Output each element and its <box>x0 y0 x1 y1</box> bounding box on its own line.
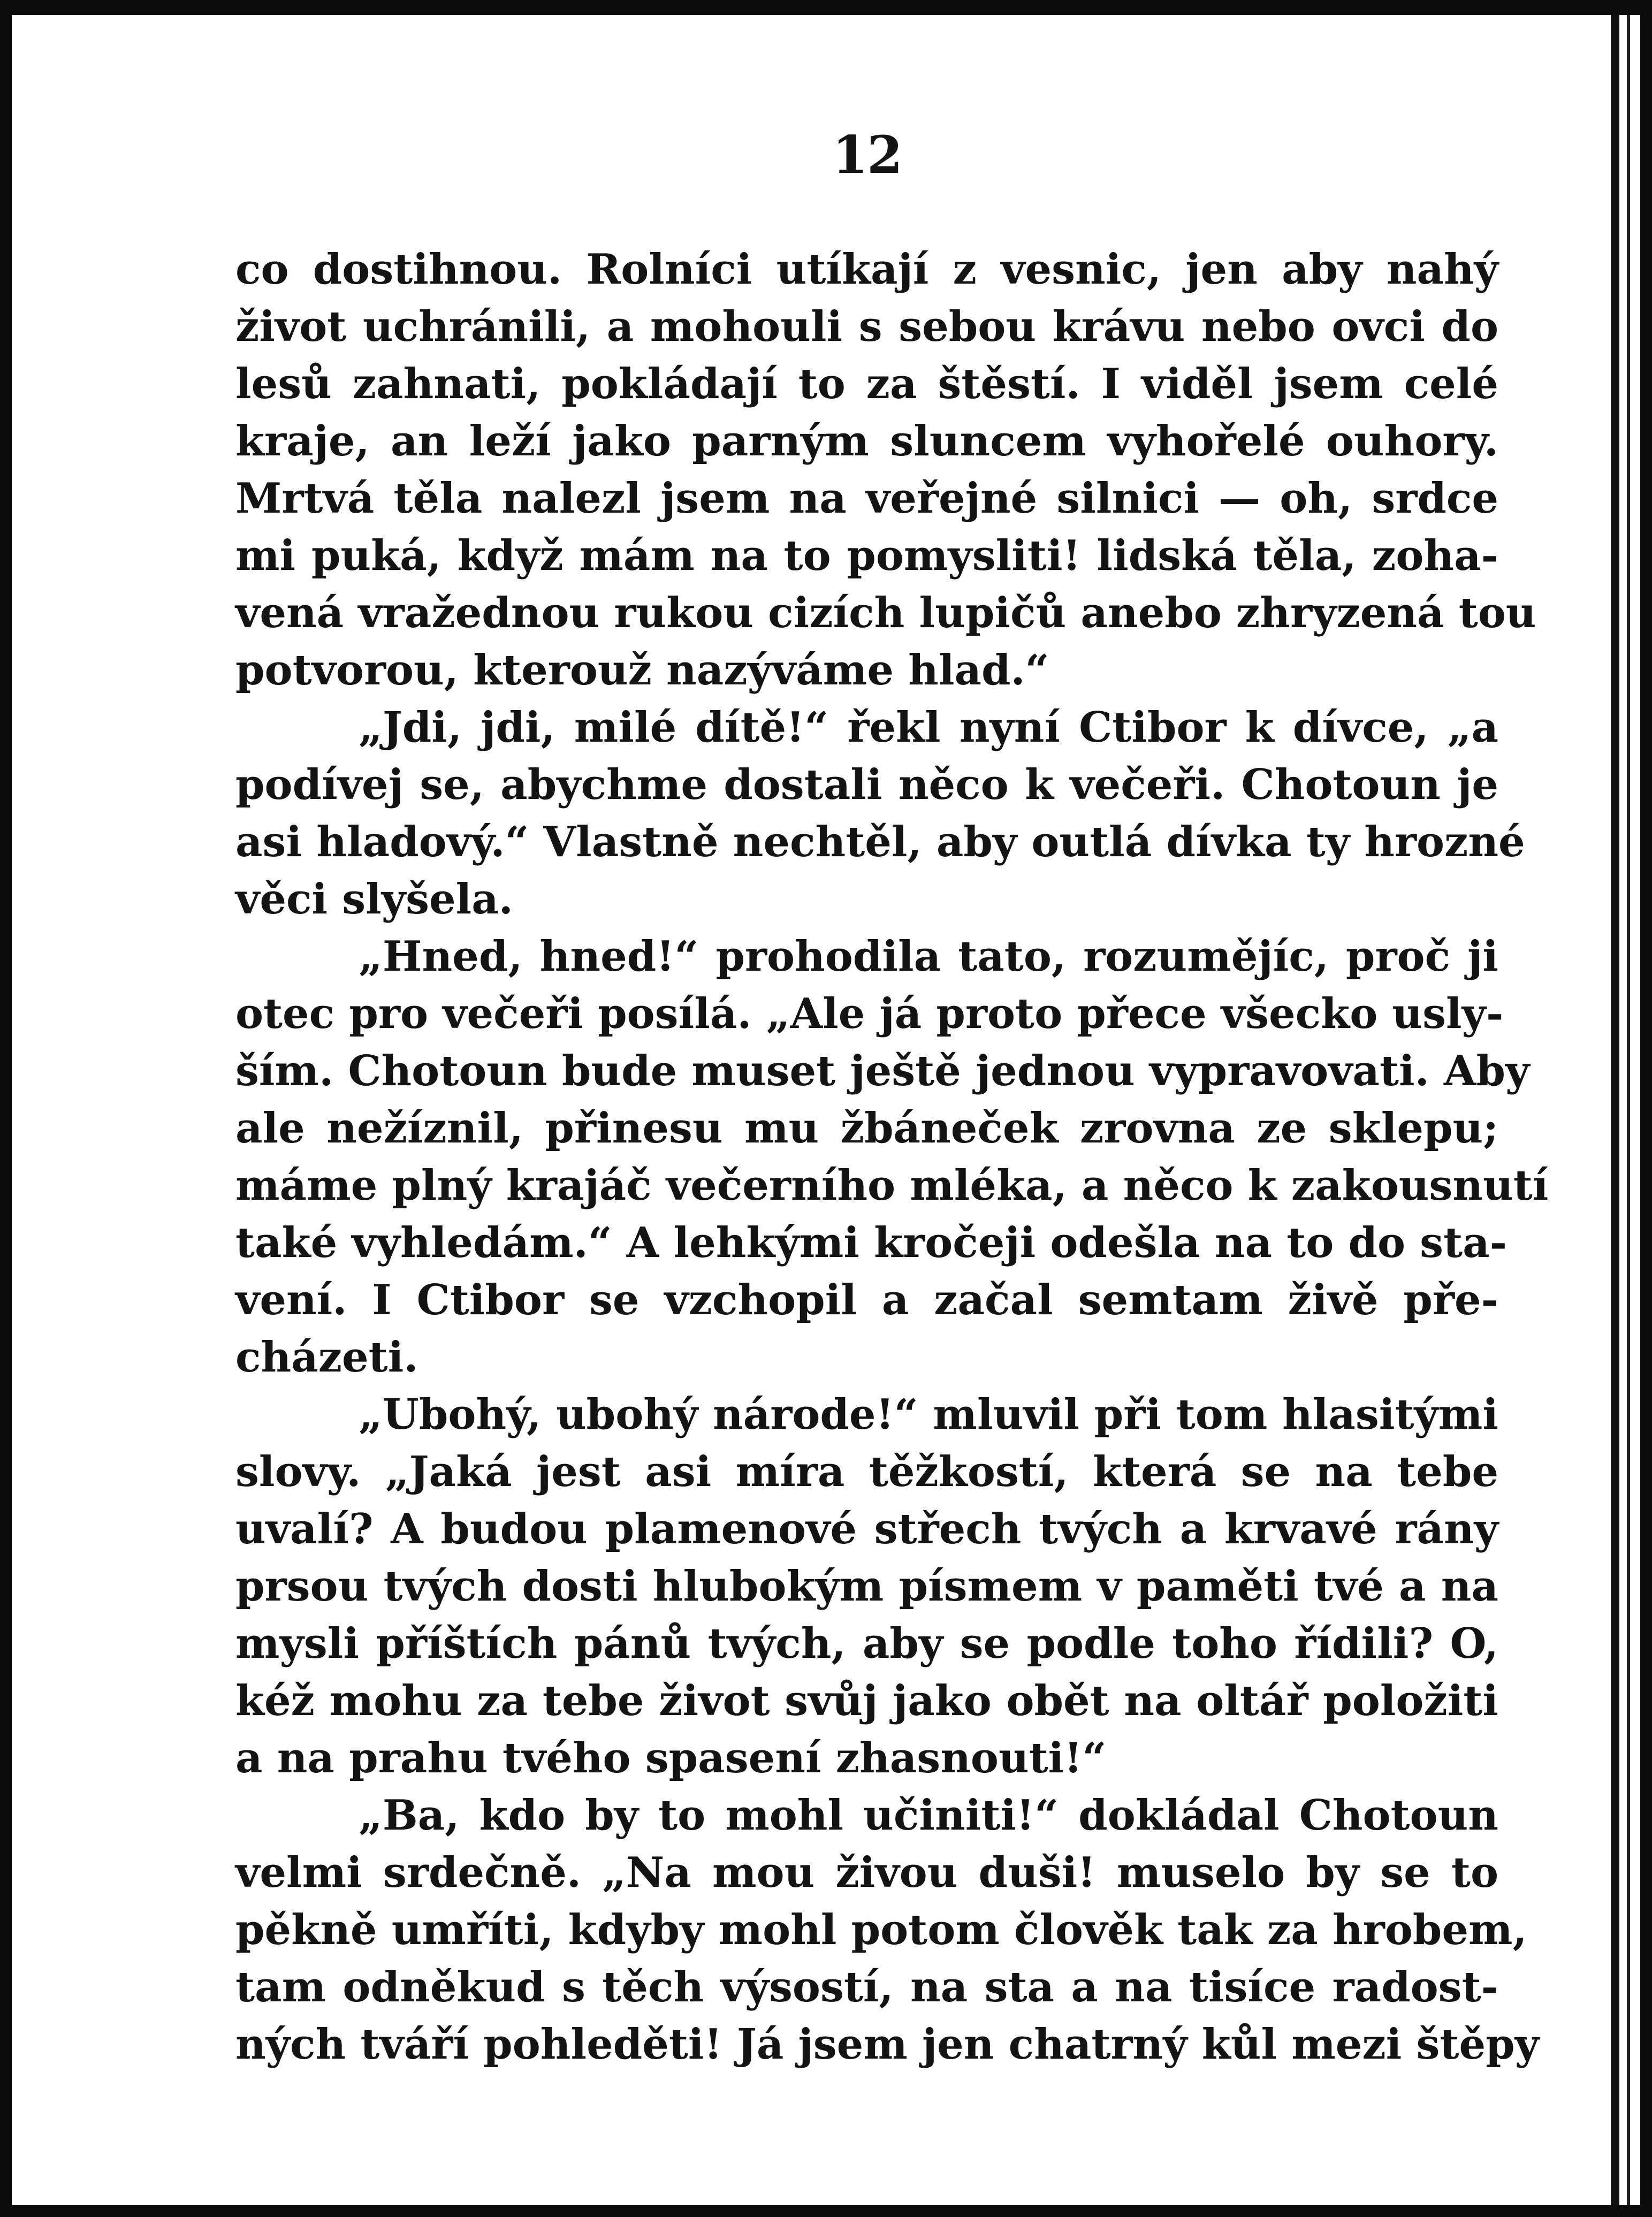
text-line: pěkně umříti, kdyby mohl potom člověk tak za hrobem, <box>235 1906 1527 1954</box>
text-line: otec pro večeři posílá. „Ale já proto přece všecko usly- <box>235 989 1504 1038</box>
body-text <box>235 241 1549 2073</box>
text-line: máme plný krajáč večerního mléka, a něco k zakousnutí <box>235 1161 1549 1210</box>
paragraph <box>235 1787 1539 2073</box>
text-line: co dostihnou. Rolníci utíkají z vesnic, jen aby nahý <box>235 245 1498 294</box>
text-line: podívej se, abychme dostali něco k večeři. Chotoun je <box>235 760 1498 809</box>
paragraph <box>235 928 1549 1386</box>
text-line: potvorou, kterouž nazýváme hlad.“ <box>235 646 1049 695</box>
text-line: prsou tvých dosti hlubokým písmem v paměti tvé a na <box>235 1562 1498 1611</box>
text-line: mysli příštích pánů tvých, aby se podle toho řídili? O, <box>235 1619 1498 1668</box>
text-line: „Ubohý, ubohý národe!“ mluvil při tom hlasitými <box>359 1390 1498 1439</box>
page-number: 12 <box>832 125 902 185</box>
text-line: lesů zahnati, pokládají to za štěstí. I viděl jsem celé <box>235 360 1498 408</box>
text-line: vení. I Ctibor se vzchopil a začal semtam živě pře- <box>235 1276 1498 1324</box>
book-page <box>235 123 1549 2103</box>
text-line: asi hladový.“ Vlastně nechtěl, aby outlá dívka ty hrozné <box>235 818 1525 866</box>
text-line: velmi srdečně. „Na mou živou duši! muselo by se to <box>235 1848 1498 1897</box>
text-line: „Ba, kdo by to mohl učiniti!“ dokládal Chotoun <box>359 1791 1498 1840</box>
text-line: život uchránili, a mohouli s sebou krávu nebo ovci do <box>235 302 1498 351</box>
text-line: mi puká, když mám na to pomysliti! lidská těla, zoha- <box>235 531 1498 580</box>
text-line: Mrtvá těla nalezl jsem na veřejné silnici — oh, srdce <box>235 474 1498 523</box>
scan-edge-shadow-outer <box>1627 15 1630 2205</box>
text-line: ším. Chotoun bude muset ještě jednou vypravovati. Aby <box>235 1047 1530 1095</box>
text-line: uvalí? A budou plamenové střech tvých a krvavé rány <box>235 1505 1498 1553</box>
text-line: ných tváří pohleděti! Já jsem jen chatrný kůl mezi štěpy <box>235 2020 1539 2069</box>
text-line: ale nežíznil, přinesu mu žbáneček zrovna ze sklepu; <box>235 1104 1498 1153</box>
text-line: „Jdi, jdi, milé dítě!“ řekl nyní Ctibor k dívce, „a <box>359 703 1498 752</box>
paragraph <box>235 699 1525 928</box>
text-line: a na prahu tvého spasení zhasnouti!“ <box>235 1734 1107 1782</box>
text-line: slovy. „Jaká jest asi míra těžkostí, která se na tebe <box>235 1447 1498 1496</box>
text-line: „Hned, hned!“ prohodila tato, rozumějíc, proč ji <box>359 932 1498 981</box>
paragraph <box>235 1386 1498 1787</box>
paragraph <box>235 241 1536 699</box>
text-line: věci slyšela. <box>235 875 513 924</box>
text-line: také vyhledám.“ A lehkými kročeji odešla na to do sta- <box>235 1218 1508 1267</box>
text-line: vená vražednou rukou cizích lupičů anebo zhryzená tou <box>235 589 1536 637</box>
text-line: kraje, an leží jako parným sluncem vyhořelé ouhory. <box>235 417 1498 466</box>
text-line: cházeti. <box>235 1333 418 1382</box>
text-line: kéž mohu za tebe život svůj jako obět na oltář položiti <box>235 1677 1498 1725</box>
scan-edge-shadow <box>1611 15 1619 2205</box>
text-line: tam odněkud s těch výsostí, na sta a na tisíce radost- <box>235 1963 1498 2012</box>
